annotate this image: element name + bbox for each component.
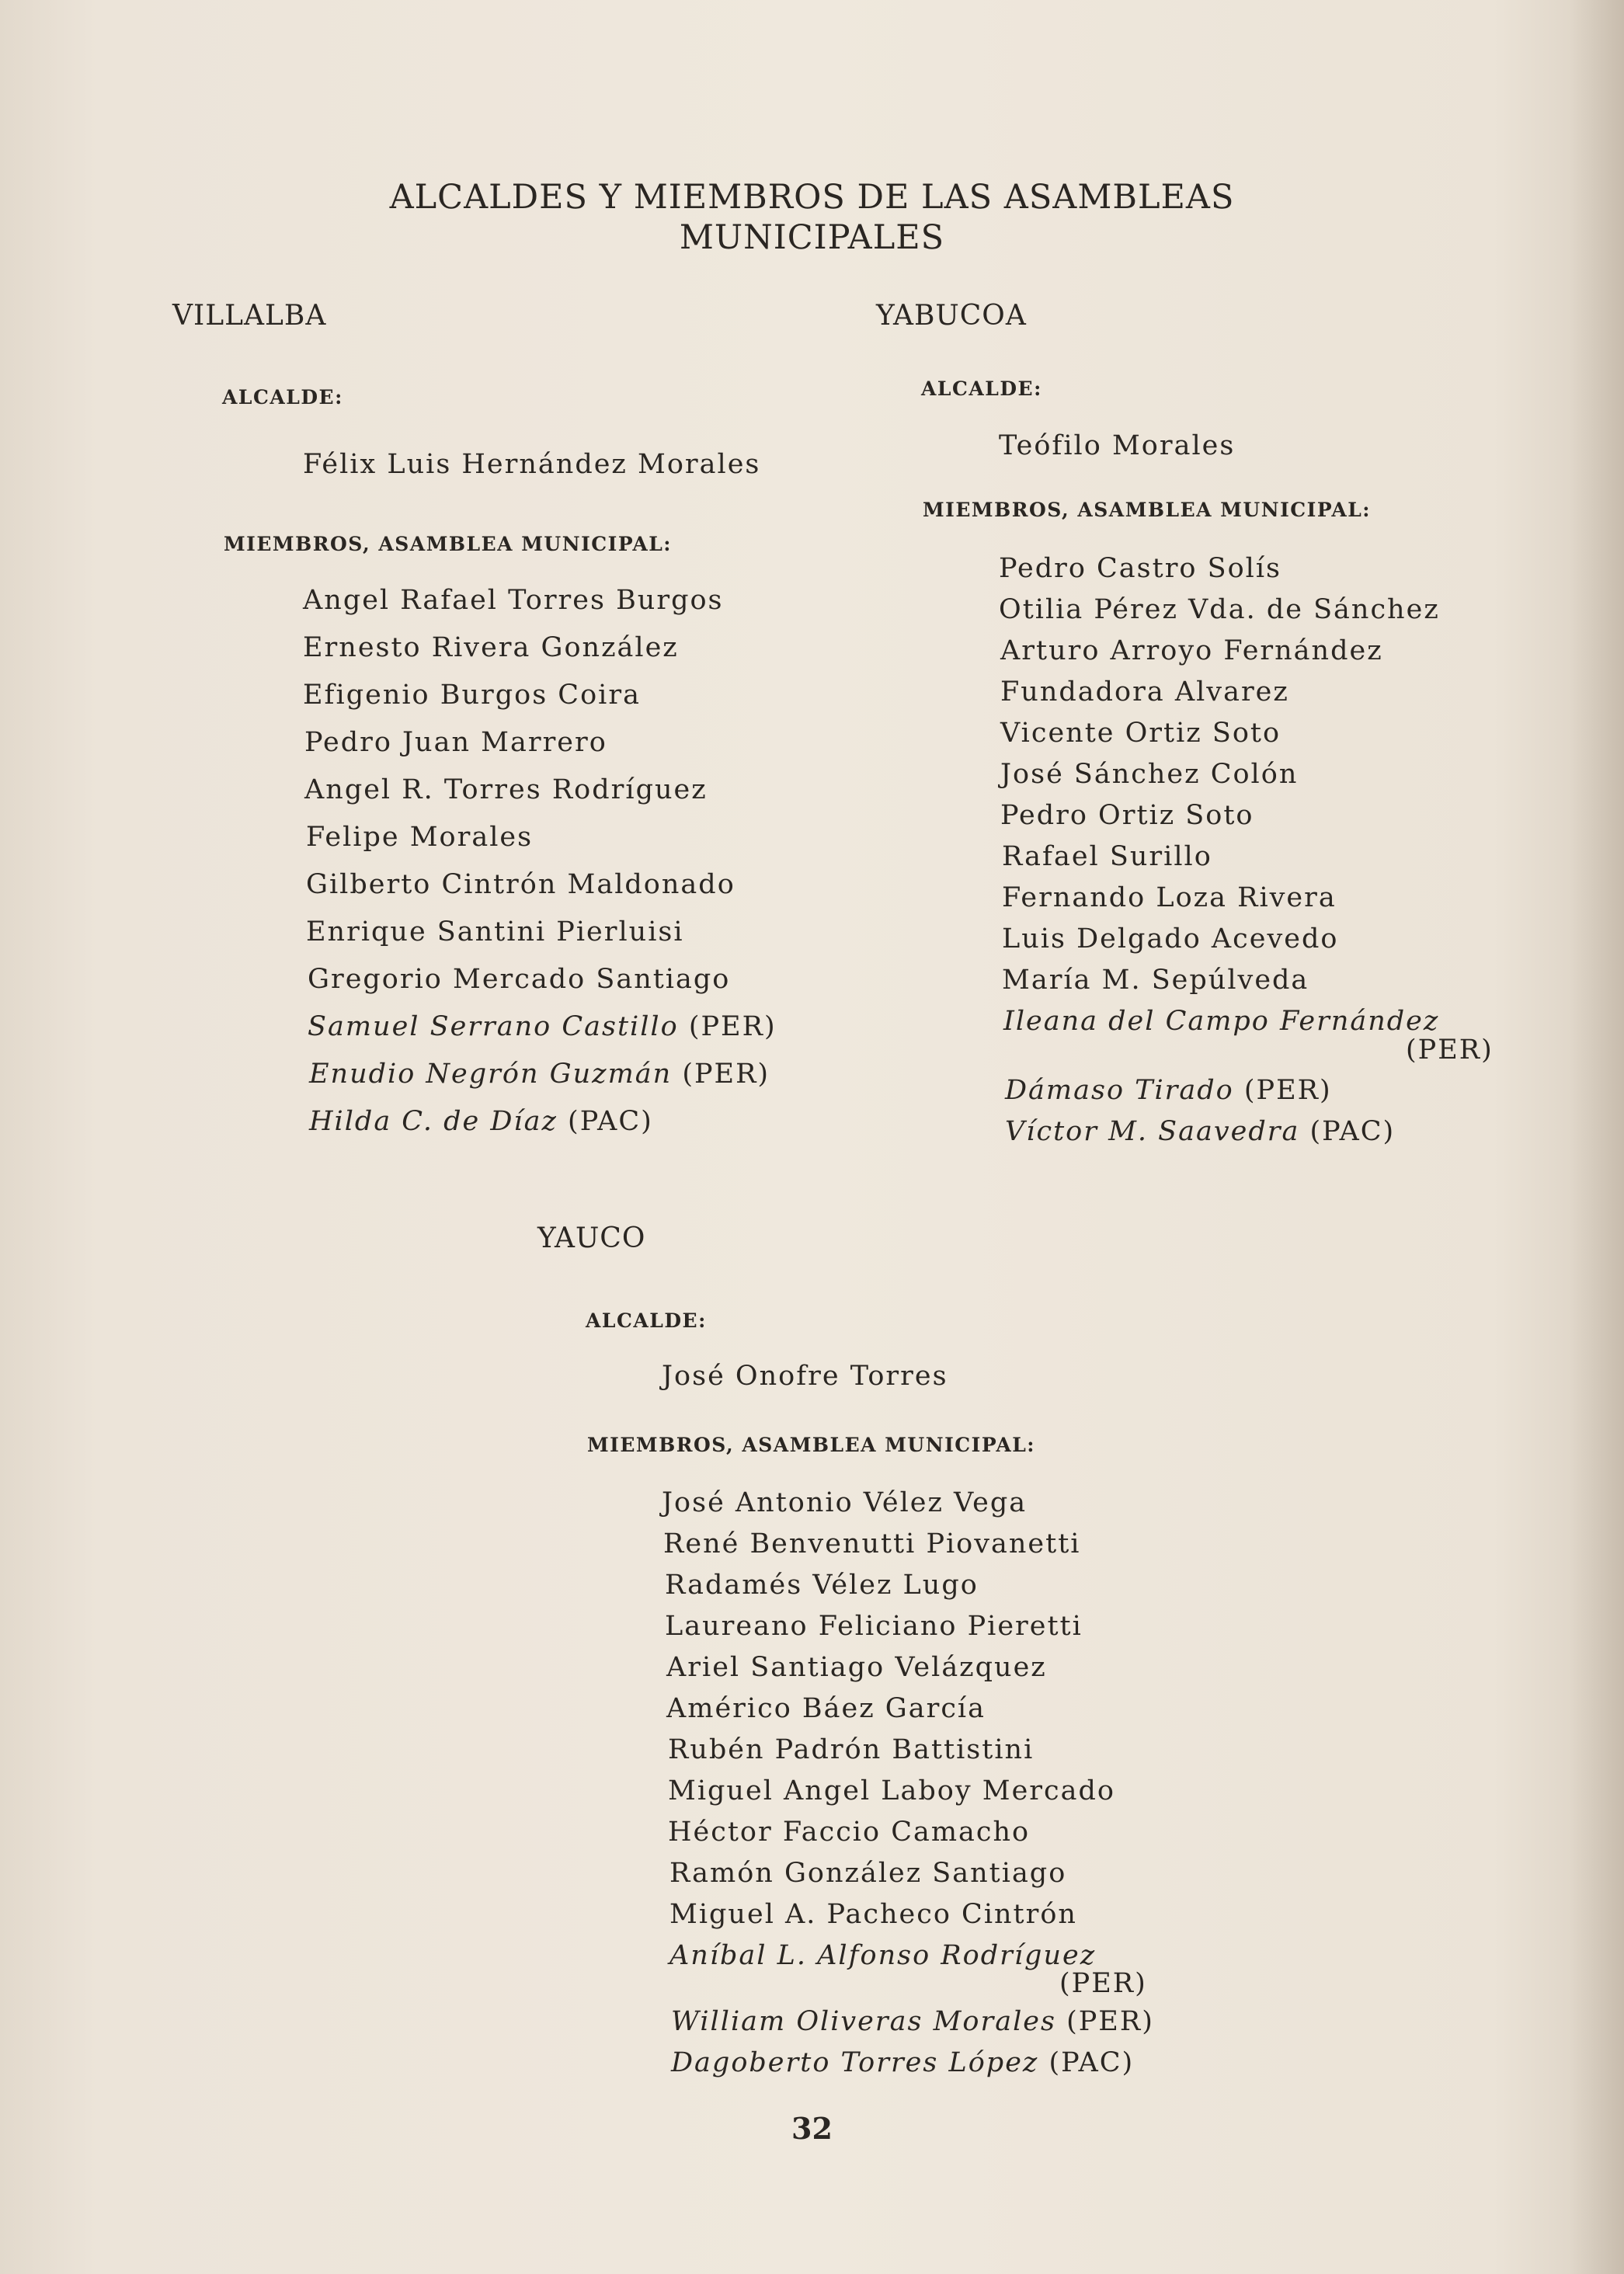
villalba-minority-member: Samuel Serrano Castillo (PER) (308, 1011, 777, 1042)
page-title-line-1: ALCALDES Y MIEMBROS DE LAS ASAMBLEAS (389, 178, 1235, 217)
villalba-member: Gregorio Mercado Santiago (308, 964, 731, 995)
yauco-member: René Benvenutti Piovanetti (663, 1528, 1081, 1559)
yabucoa-member: Fernando Loza Rivera (1002, 882, 1337, 913)
yabucoa-minority-member-name: Ileana del Campo Fernández (1003, 1006, 1440, 1037)
villalba-miembros-label: MIEMBROS, ASAMBLEA MUNICIPAL: (224, 533, 673, 555)
yabucoa-member: Pedro Ortiz Soto (1000, 800, 1254, 831)
yauco-alcalde-name: José Onofre Torres (662, 1361, 948, 1392)
yauco-member: Miguel Angel Laboy Mercado (668, 1775, 1115, 1806)
section-yauco-heading: YAUCO (537, 1222, 646, 1254)
villalba-member: Pedro Juan Marrero (304, 727, 607, 758)
yauco-member: Américo Báez García (666, 1693, 986, 1724)
yabucoa-member: José Sánchez Colón (1000, 759, 1299, 790)
yauco-member: Radamés Vélez Lugo (665, 1570, 979, 1601)
yabucoa-member: Arturo Arroyo Fernández (1000, 635, 1383, 666)
yabucoa-member: Luis Delgado Acevedo (1002, 923, 1339, 954)
villalba-member: Angel Rafael Torres Burgos (303, 585, 724, 616)
yauco-member: Ariel Santiago Velázquez (666, 1652, 1047, 1683)
villalba-member: Ernesto Rivera González (303, 632, 679, 663)
section-villalba-heading: VILLALBA (172, 300, 327, 332)
villalba-member: Gilberto Cintrón Maldonado (306, 869, 735, 900)
yauco-member: Héctor Faccio Camacho (668, 1817, 1031, 1848)
villalba-minority-member: Hilda C. de Díaz (PAC) (309, 1106, 653, 1137)
yabucoa-minority-member: Víctor M. Saavedra (PAC) (1005, 1116, 1396, 1147)
yabucoa-member: Pedro Castro Solís (999, 553, 1282, 584)
yabucoa-alcalde-name: Teófilo Morales (999, 430, 1236, 461)
villalba-member: Felipe Morales (306, 822, 534, 853)
page-number: 32 (791, 2111, 833, 2146)
page-title-line-2: MUNICIPALES (679, 218, 945, 257)
yauco-minority-member-party: (PER) (1059, 1968, 1147, 1999)
yauco-member: José Antonio Vélez Vega (662, 1487, 1028, 1518)
yauco-alcalde-label: ALCALDE: (586, 1309, 707, 1332)
yabucoa-minority-member: Dámaso Tirado (PER) (1005, 1075, 1332, 1106)
yauco-minority-member-name: Aníbal L. Alfonso Rodríguez (669, 1940, 1097, 1971)
yauco-member: Laureano Feliciano Pieretti (665, 1611, 1083, 1642)
yabucoa-member: Vicente Ortiz Soto (1000, 718, 1281, 749)
yauco-miembros-label: MIEMBROS, ASAMBLEA MUNICIPAL: (587, 1434, 1036, 1456)
yabucoa-alcalde-label: ALCALDE: (921, 377, 1042, 400)
villalba-alcalde-name: Félix Luis Hernández Morales (303, 449, 761, 480)
yauco-member: Miguel A. Pacheco Cintrón (669, 1899, 1077, 1930)
villalba-member: Angel R. Torres Rodríguez (304, 774, 708, 805)
yauco-minority-member: William Oliveras Morales (PER) (671, 2006, 1154, 2037)
yabucoa-member: Rafael Surillo (1002, 841, 1212, 872)
yabucoa-member: María M. Sepúlveda (1002, 965, 1309, 996)
yabucoa-member: Fundadora Alvarez (1000, 676, 1289, 708)
villalba-member: Enrique Santini Pierluisi (306, 916, 684, 948)
yabucoa-member: Otilia Pérez Vda. de Sánchez (999, 594, 1440, 625)
villalba-alcalde-label: ALCALDE: (222, 386, 343, 409)
page-edge-shadow (1570, 0, 1624, 2274)
yabucoa-miembros-label: MIEMBROS, ASAMBLEA MUNICIPAL: (923, 499, 1372, 521)
yauco-member: Ramón González Santiago (669, 1858, 1067, 1889)
yabucoa-minority-member-party: (PER) (1406, 1034, 1494, 1066)
villalba-member: Efigenio Burgos Coira (303, 680, 641, 711)
yauco-minority-member: Dagoberto Torres López (PAC) (671, 2047, 1135, 2078)
section-yabucoa-heading: YABUCOA (876, 300, 1027, 332)
yauco-member: Rubén Padrón Battistini (668, 1734, 1035, 1765)
villalba-minority-member: Enudio Negrón Guzmán (PER) (309, 1059, 770, 1090)
